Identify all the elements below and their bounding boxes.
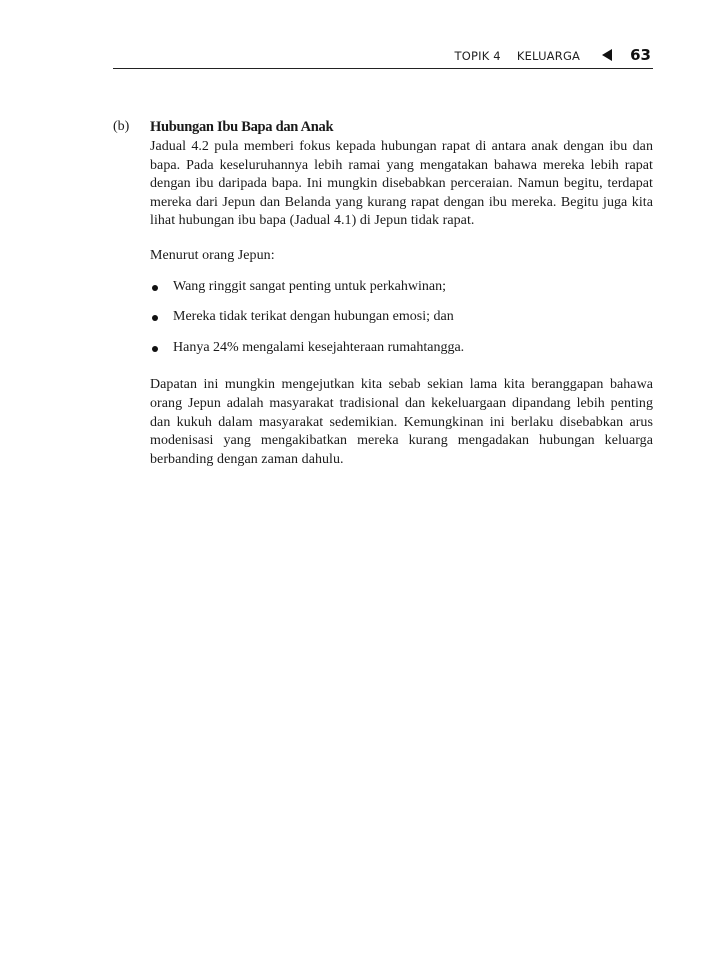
list-item-text: Hanya 24% mengalami kesejahteraan rumahtangga.	[173, 339, 465, 355]
bullet-icon	[152, 346, 158, 352]
bullet-icon	[152, 285, 158, 291]
running-head	[455, 46, 654, 64]
page-header	[113, 42, 653, 69]
bullet-icon	[152, 315, 158, 321]
section-title: Hubungan Ibu Bapa dan Anak	[150, 119, 334, 135]
list-item	[150, 278, 653, 297]
bullet-list	[150, 278, 653, 358]
list-intro: Menurut orang Jepun:	[150, 247, 275, 263]
left-triangle-icon	[602, 49, 612, 61]
page-number: 63	[630, 46, 651, 64]
section-content	[150, 116, 653, 469]
header-title: KELUARGA	[516, 49, 581, 63]
list-item	[150, 308, 653, 327]
section-label: (b)	[113, 119, 130, 134]
list-item	[150, 339, 653, 358]
body-paragraph-2: Dapatan ini mungkin mengejutkan kita sebab sekian lama kita beranggapan bahawa orang Jepun adalah masyarakat tradisional dan kekeluargaan dipandang lebih penting dan kukuh dalam masyarakat sedemikian. Kemungkinan ini berlaku disebabkan arus modenisasi yang mengakibatkan mereka kurang mengadakan hubungan keluarga berbanding dengan zaman dahulu.	[150, 377, 653, 467]
header-topic: TOPIK 4	[454, 49, 501, 63]
body-paragraph-1: Jadual 4.2 pula memberi fokus kepada hubungan rapat di antara anak dengan ibu dan bapa. Pada keseluruhannya lebih ramai yang mengatakan bahawa mereka lebih rapat dengan ibu daripada bapa. Ini mungkin disebabkan perceraian. Namun begitu, terdapat mereka dari Jepun dan Belanda yang kurang rapat dengan ibu mereka. Begitu juga kita lihat hubungan ibu bapa (Jadual 4.1) di Jepun tidak rapat.	[150, 139, 653, 229]
list-item-text: Mereka tidak terikat dengan hubungan emosi; dan	[173, 309, 454, 325]
list-item-text: Wang ringgit sangat penting untuk perkahwinan;	[173, 278, 446, 294]
